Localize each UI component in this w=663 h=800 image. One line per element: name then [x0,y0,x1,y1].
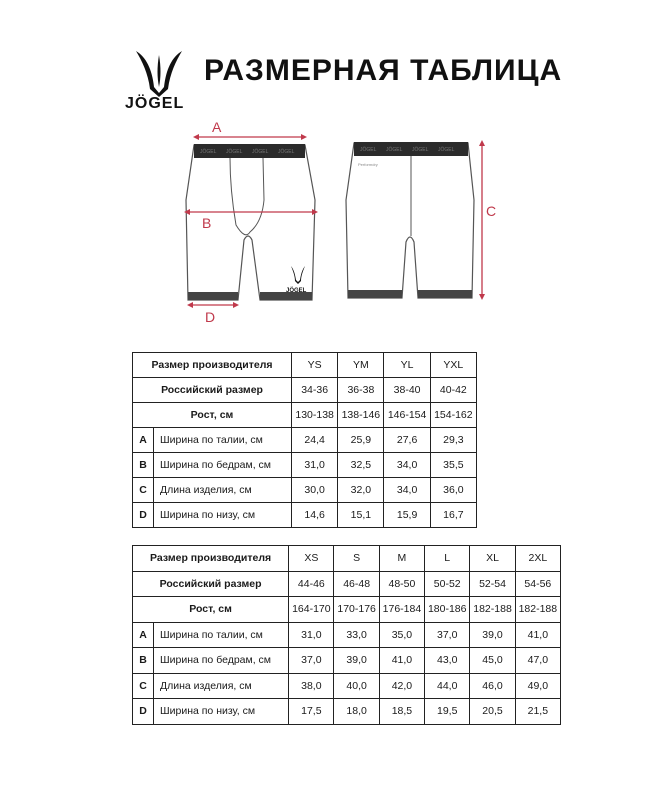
measure-d [187,302,239,308]
russian-size-cell: 38-40 [384,378,430,403]
front-small-logo-text: JÖGEL [286,288,307,294]
back-waistband-text-4: JÖGEL [438,147,455,153]
value-cell: 16,7 [430,503,476,528]
table-row [133,453,477,478]
back-waistband-text-2: JÖGEL [386,147,403,153]
value-cell: 21,5 [515,699,560,725]
value-cell: 24,4 [292,428,338,453]
size-cell: YS [292,353,338,378]
front-waistband-text-1: JÖGEL [200,149,217,155]
height-label-cell: Рост, см [133,403,292,428]
value-cell: 15,9 [384,503,430,528]
value-cell: 31,0 [292,453,338,478]
russian-size-cell: 36-38 [338,378,384,403]
table-row [133,699,561,725]
table-row [133,622,561,648]
value-cell: 17,5 [289,699,334,725]
size-table-adults [132,545,561,725]
param-label-cell: Длина изделия, см [154,673,289,699]
table-row [133,597,561,623]
row-letter-cell: A [133,428,154,453]
size-cell: YL [384,353,430,378]
value-cell: 36,0 [430,478,476,503]
row-letter-cell: D [133,503,154,528]
value-cell: 30,0 [292,478,338,503]
table-row [133,403,477,428]
size-cell: M [379,546,424,572]
value-cell: 27,6 [384,428,430,453]
value-cell: 25,9 [338,428,384,453]
russian-label-cell: Российский размер [133,378,292,403]
size-cell: S [334,546,379,572]
height-cell: 182-188 [470,597,515,623]
measure-c [479,140,485,300]
back-waistband-text-1: JÖGEL [360,147,377,153]
back-label-text: Performdry [358,162,378,167]
table-row [133,503,477,528]
row-letter-cell: C [133,673,154,699]
measure-b-label: B [202,215,212,231]
size-cell: 2XL [515,546,560,572]
param-label-cell: Ширина по бедрам, см [154,648,289,674]
russian-size-cell: 48-50 [379,571,424,597]
value-cell: 32,0 [338,478,384,503]
row-letter-cell: C [133,478,154,503]
row-letter-cell: D [133,699,154,725]
russian-size-cell: 34-36 [292,378,338,403]
param-label-cell: Длина изделия, см [154,478,292,503]
height-cell: 154-162 [430,403,476,428]
height-cell: 146-154 [384,403,430,428]
value-cell: 18,0 [334,699,379,725]
height-label-cell: Рост, см [133,597,289,623]
value-cell: 39,0 [334,648,379,674]
height-cell: 138-146 [338,403,384,428]
header-label-cell: Размер производителя [133,546,289,572]
value-cell: 37,0 [289,648,334,674]
measure-a-label: A [212,119,222,135]
value-cell: 34,0 [384,478,430,503]
param-label-cell: Ширина по талии, см [154,622,289,648]
russian-size-cell: 52-54 [470,571,515,597]
param-label-cell: Ширина по низу, см [154,503,292,528]
table-row [133,353,477,378]
header-label-cell: Размер производителя [133,353,292,378]
value-cell: 43,0 [425,648,470,674]
russian-label-cell: Российский размер [133,571,289,597]
table-row [133,478,477,503]
height-cell: 164-170 [289,597,334,623]
param-label-cell: Ширина по бедрам, см [154,453,292,478]
back-shorts [346,142,474,298]
height-cell: 176-184 [379,597,424,623]
measure-d-label: D [205,309,216,325]
value-cell: 49,0 [515,673,560,699]
russian-size-cell: 54-56 [515,571,560,597]
table-row [133,571,561,597]
value-cell: 37,0 [425,622,470,648]
measure-c-label: C [486,203,497,219]
height-cell: 130-138 [292,403,338,428]
row-letter-cell: B [133,453,154,478]
size-table-kids [132,352,477,528]
row-letter-cell: B [133,648,154,674]
value-cell: 42,0 [379,673,424,699]
table-row [133,648,561,674]
param-label-cell: Ширина по талии, см [154,428,292,453]
russian-size-cell: 50-52 [425,571,470,597]
height-cell: 170-176 [334,597,379,623]
measure-a [193,134,307,140]
russian-size-cell: 40-42 [430,378,476,403]
page-title: РАЗМЕРНАЯ ТАБЛИЦА [204,54,563,87]
value-cell: 35,0 [379,622,424,648]
value-cell: 29,3 [430,428,476,453]
value-cell: 20,5 [470,699,515,725]
table-row [133,378,477,403]
value-cell: 31,0 [289,622,334,648]
value-cell: 32,5 [338,453,384,478]
value-cell: 41,0 [515,622,560,648]
russian-size-cell: 44-46 [289,571,334,597]
value-cell: 35,5 [430,453,476,478]
size-cell: XL [470,546,515,572]
height-cell: 180-186 [425,597,470,623]
value-cell: 14,6 [292,503,338,528]
row-letter-cell: A [133,622,154,648]
size-cell: YM [338,353,384,378]
front-waistband-text-4: JÖGEL [278,149,295,155]
table-row [133,546,561,572]
table-row [133,428,477,453]
back-waistband-text-3: JÖGEL [412,147,429,153]
value-cell: 47,0 [515,648,560,674]
size-cell: L [425,546,470,572]
value-cell: 38,0 [289,673,334,699]
russian-size-cell: 46-48 [334,571,379,597]
table-row [133,673,561,699]
value-cell: 19,5 [425,699,470,725]
size-cell: XS [289,546,334,572]
brand-logo-text: JÖGEL [125,95,185,112]
value-cell: 45,0 [470,648,515,674]
value-cell: 40,0 [334,673,379,699]
front-waistband-text-2: JÖGEL [226,149,243,155]
value-cell: 15,1 [338,503,384,528]
value-cell: 44,0 [425,673,470,699]
front-waistband-text-3: JÖGEL [252,149,269,155]
param-label-cell: Ширина по низу, см [154,699,289,725]
value-cell: 41,0 [379,648,424,674]
height-cell: 182-188 [515,597,560,623]
value-cell: 34,0 [384,453,430,478]
value-cell: 33,0 [334,622,379,648]
size-cell: YXL [430,353,476,378]
shorts-diagram [0,0,663,340]
value-cell: 39,0 [470,622,515,648]
value-cell: 18,5 [379,699,424,725]
value-cell: 46,0 [470,673,515,699]
